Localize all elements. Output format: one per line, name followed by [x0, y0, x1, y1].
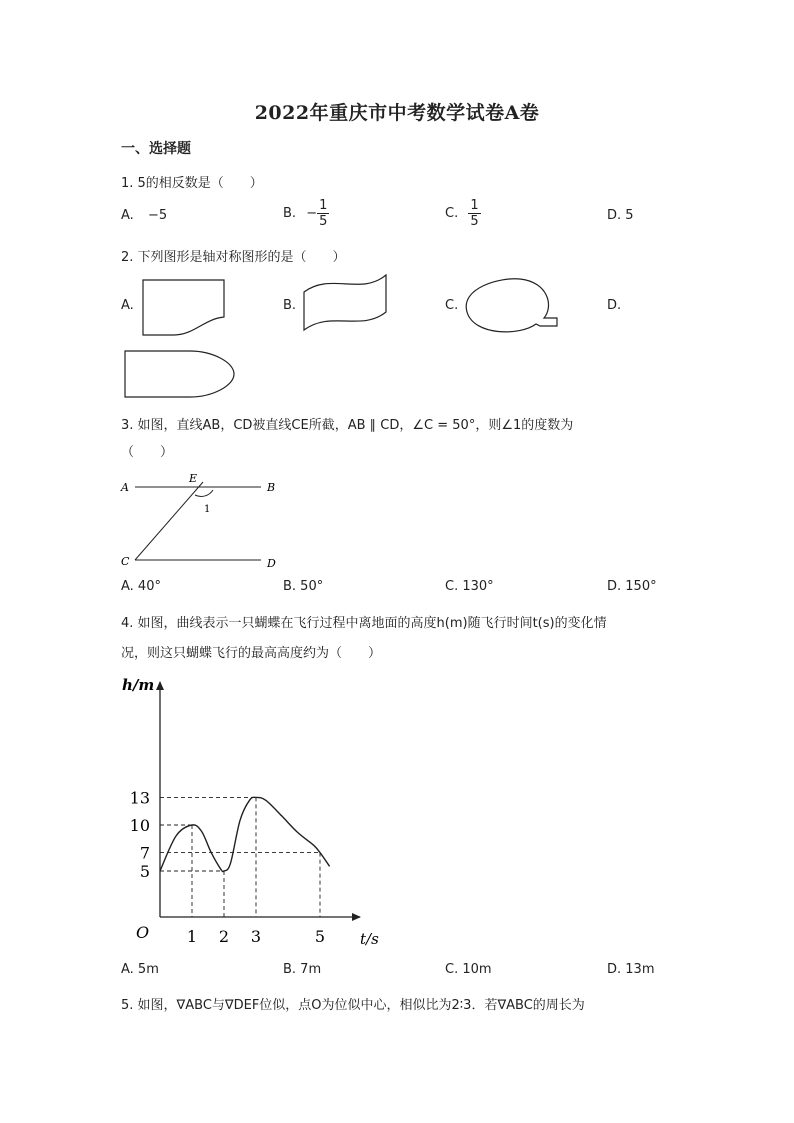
q1-option-d[interactable]: D. 5: [607, 208, 634, 223]
line-ce: [135, 482, 203, 560]
paper-title: 2022年重庆市中考数学试卷A卷: [254, 102, 540, 124]
fraction-denominator: 5: [319, 214, 328, 229]
question-3-stem-line2: （ ）: [121, 445, 174, 460]
label-c: C: [121, 555, 130, 568]
label-b: B: [267, 481, 276, 494]
q1-option-a-label: A.: [121, 208, 134, 223]
section-heading: 一、选择题: [121, 141, 191, 157]
q4-option-a[interactable]: A. 5m: [121, 962, 159, 977]
x-tick-label-3: 3: [250, 927, 262, 946]
q1-option-b-label: B.: [283, 206, 297, 221]
q4-option-c[interactable]: C. 10m: [445, 962, 492, 977]
q1-option-b[interactable]: [283, 198, 329, 229]
x-axis-label: t/s: [360, 930, 379, 948]
q4-option-d[interactable]: D. 13m: [607, 962, 655, 977]
q4-option-b[interactable]: B. 7m: [283, 962, 322, 977]
q3-figure: [115, 470, 290, 570]
label-d: D: [267, 557, 276, 570]
q3-option-d[interactable]: D. 150°: [607, 579, 657, 594]
fraction-numerator: 1: [470, 198, 479, 213]
y-tick-label-10: 10: [129, 816, 150, 835]
q2-option-b-label[interactable]: B.: [283, 298, 297, 313]
question-1-stem: 1. 5的相反数是（ ）: [121, 176, 263, 191]
height-curve: [160, 797, 330, 871]
question-4-stem-line1: 4. 如图，曲线表示一只蝴蝶在飞行过程中离地面的高度h(m)随飞行时间t(s)的变化情: [121, 616, 607, 631]
origin-label: O: [136, 923, 150, 942]
label-a: A: [121, 481, 129, 494]
q2-option-c-label[interactable]: C.: [445, 298, 459, 313]
q2-option-d-label[interactable]: D.: [607, 298, 622, 313]
q1-option-a-value: −5: [147, 208, 168, 223]
q2-option-a-label[interactable]: A.: [121, 298, 134, 313]
q2-figure-b: [303, 274, 389, 332]
q3-option-b[interactable]: B. 50°: [283, 579, 324, 594]
q1-option-b-fraction: [317, 198, 329, 229]
q2-figure-a: [142, 279, 228, 337]
angle-1-arc: [195, 490, 213, 496]
x-tick-label-1: 1: [186, 927, 198, 946]
q3-option-c[interactable]: C. 130°: [445, 579, 494, 594]
y-tick-label-13: 13: [129, 788, 150, 808]
y-axis-label: h/m: [122, 676, 155, 694]
y-tick-label-7: 7: [139, 843, 150, 863]
q1-option-c-fraction: [468, 198, 480, 229]
label-angle-1: 1: [204, 504, 211, 515]
q3-option-a[interactable]: A. 40°: [121, 579, 161, 594]
question-4-stem-line2: 况，则这只蝴蝶飞行的最高高度约为（ ）: [121, 646, 382, 661]
x-tick-label-5: 5: [314, 927, 326, 946]
q1-option-a[interactable]: [121, 208, 167, 223]
fraction-denominator: 5: [470, 214, 479, 229]
y-tick-label-5: 5: [139, 862, 150, 881]
x-tick-label-2: 2: [218, 927, 230, 946]
q1-option-c[interactable]: [445, 198, 481, 229]
question-5-stem: 5. 如图，∇ABC与∇DEF位似，点O为位似中心，相似比为2∶3．若∇ABC的周长为: [121, 998, 585, 1013]
q2-figure-d: [124, 350, 238, 400]
q4-height-time-chart: [110, 672, 400, 962]
question-3-stem-line1: 3. 如图，直线AB，CD被直线CE所截，AB ∥ CD，∠C = 50°，则∠1的度数为: [121, 418, 574, 433]
q2-figure-c: [464, 276, 560, 334]
question-2-stem: 2. 下列图形是轴对称图形的是（ ）: [121, 250, 346, 265]
label-e: E: [189, 472, 198, 485]
q1-option-b-sign: −: [306, 206, 318, 221]
fraction-numerator: 1: [319, 198, 328, 213]
q1-option-c-label: C.: [445, 206, 459, 221]
